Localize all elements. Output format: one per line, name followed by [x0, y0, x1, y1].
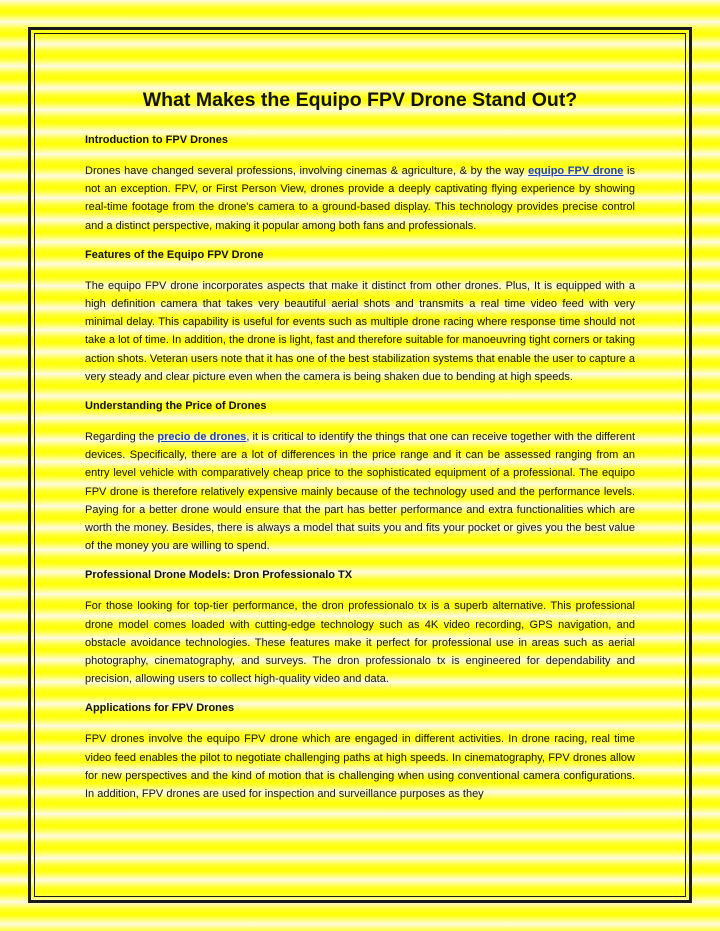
- paragraph-professional-models: For those looking for top-tier performance, the dron professionalo tx is a superb alternative. This professional drone model comes loaded with cutting-edge technology such as 4K video recording, GPS navigation, and obstacle avoidance technologies. These features make it perfect for professional use in areas such as aerial photography, cinematography, and surveys. The dron professionalo tx is engineered for dependability and precision, allowing users to collect high-quality video and data.: [85, 600, 635, 686]
- heading-introduction: Introduction to FPV Drones: [85, 134, 228, 146]
- document-title: What Makes the Equipo FPV Drone Stand Out?: [142, 89, 578, 111]
- paragraph-introduction-text-end: is not an exception. FPV, or First Person View, drones provide a deeply captivating flying experience by showing real-time footage from the drone's camera to a ground-based display. This technology provides precise control and a distinct perspective, making it popular among both fans and professionals.: [85, 165, 636, 232]
- link-equipo-fpv-drone[interactable]: equipo FPV drone: [528, 165, 624, 177]
- paragraph-price-text-start: Regarding the: [85, 431, 158, 444]
- paragraph-features: The equipo FPV drone incorporates aspects that make it distinct from other drones. Plus, It is equipped with a high definition camera that takes very beautiful aerial shots and transmits a real time video feed with very minimal delay. This capability is useful for events such as multiple drone racing where response time should not take a lot of time. In addition, the drone is light, fast and therefore suitable for manoeuvring tight corners or taking action shots. Veteran users note that it has one of the best stabilization systems that enable the user to capture a very steady and clear picture even when the camera is being shaken due to bending at high speeds.: [85, 279, 635, 383]
- paragraph-price-text-end: , it is critical to identify the things that one can receive together with the different devices. Specifically, there are a lot of differences in the price range and it can be assessed ranging from an entry level vehicle with comparatively cheap price to the sophisticated equipment of a professional. The equipo FPV drone is therefore relatively expensive mainly because of the technology used and the performance levels. Paying for a better drone would ensure that the part has better performance and extra functionalities which are worth the money. Besides, there is always a model that suits you and fits your pocket or gives you the best value of the money you are willing to spend.: [85, 431, 636, 553]
- paragraph-introduction-text-start: Drones have changed several professions, involving cinemas & agriculture, & by the way: [85, 165, 529, 177]
- paragraph-introduction: [85, 162, 635, 235]
- heading-applications: Applications for FPV Drones: [85, 702, 235, 715]
- link-precio-de-drones[interactable]: precio de drones: [157, 431, 247, 444]
- heading-professional-models: Professional Drone Models: Dron Professionalo TX: [85, 569, 353, 582]
- heading-features: Features of the Equipo FPV Drone: [85, 248, 264, 261]
- document-content: [85, 86, 635, 815]
- paragraph-applications: FPV drones involve the equipo FPV drone which are engaged in different activities. In drone racing, real time video feed enables the pilot to negotiate challenging paths at high speeds. In cinematography, FPV drones allow for new perspectives and the kind of motion that is challenging when using conventional camera configurations. In addition, FPV drones are used for inspection and surveillance purposes as they: [85, 733, 635, 801]
- heading-price: Understanding the Price of Drones: [85, 400, 267, 413]
- paragraph-price: [85, 428, 635, 555]
